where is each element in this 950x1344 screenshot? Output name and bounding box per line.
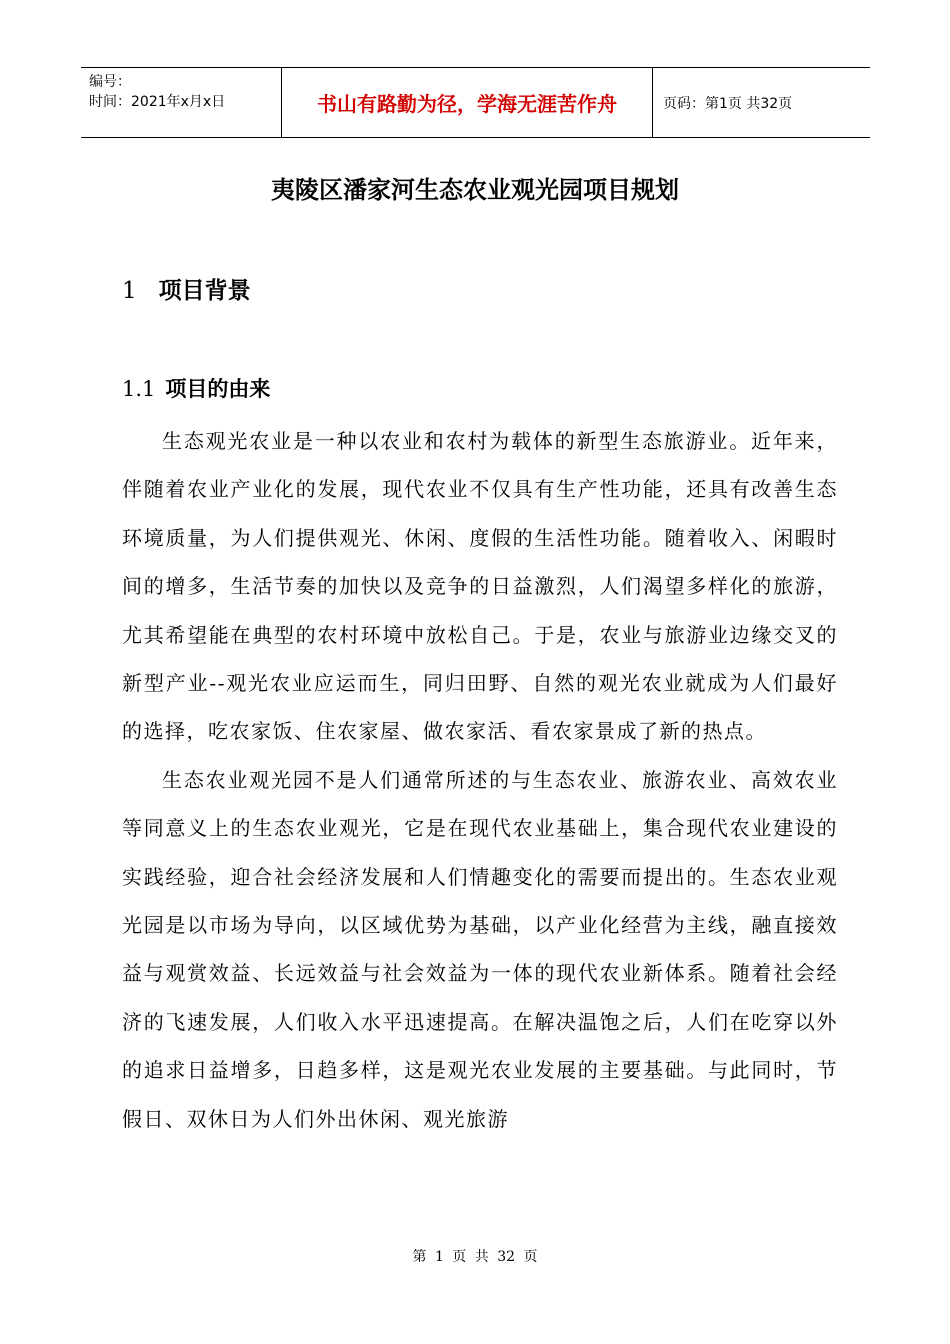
subsection-heading (122, 373, 270, 403)
page-header (81, 67, 870, 138)
header-time-label: 时间：2021年x月x日 (89, 94, 226, 110)
subsection-title: 项目的由来 (165, 376, 271, 401)
subsection-number: 1.1 (122, 377, 156, 401)
header-page-info: 页码：第1页 共32页 (663, 95, 793, 112)
header-number-label: 编号： (89, 74, 131, 90)
page-footer: 第 1 页 共 32 页 (412, 1249, 538, 1265)
header-motto: 书山有路勤为径，学海无涯苦作舟 (281, 68, 653, 137)
document-title: 夷陵区潘家河生态农业观光园项目规划 (271, 176, 679, 204)
section-number: 1 (122, 278, 137, 304)
body-text (122, 417, 838, 1143)
section-title: 项目背景 (158, 277, 251, 304)
section-heading (122, 272, 251, 305)
header-meta (81, 68, 281, 137)
paragraph: 生态农业观光园不是人们通常所述的与生态农业、旅游农业、高效农业等同意义上的生态农业观光，它是在现代农业基础上，集合现代农业建设的实践经验，迎合社会经济发展和人们情趣变化的需要而提出的。生态农业观光园是以市场为导向，以区域优势为基础，以产业化经营为主线，融直接效益与观赏效益、长远效益与社会效益为一体的现代农业新体系。随着社会经济的飞速发展，人们收入水平迅速提高。在解决温饱之后，人们在吃穿以外的追求日益增多，日趋多样，这是观光农业发展的主要基础。与此同时，节假日、双休日为人们外出休闲、观光旅游 (122, 767, 838, 1131)
paragraph: 生态观光农业是一种以农业和农村为载体的新型生态旅游业。近年来，伴随着农业产业化的发展，现代农业不仅具有生产性功能，还具有改善生态环境质量，为人们提供观光、休闲、度假的生活性功能。随着收入、闲暇时间的增多，生活节奏的加快以及竞争的日益激烈，人们渴望多样化的旅游，尤其希望能在典型的农村环境中放松自己。于是，农业与旅游业边缘交叉的新型产业--观光农业应运而生，同归田野、自然的观光农业就成为人们最好的选择，吃农家饭、住农家屋、做农家活、看农家景成了新的热点。 (122, 429, 838, 744)
